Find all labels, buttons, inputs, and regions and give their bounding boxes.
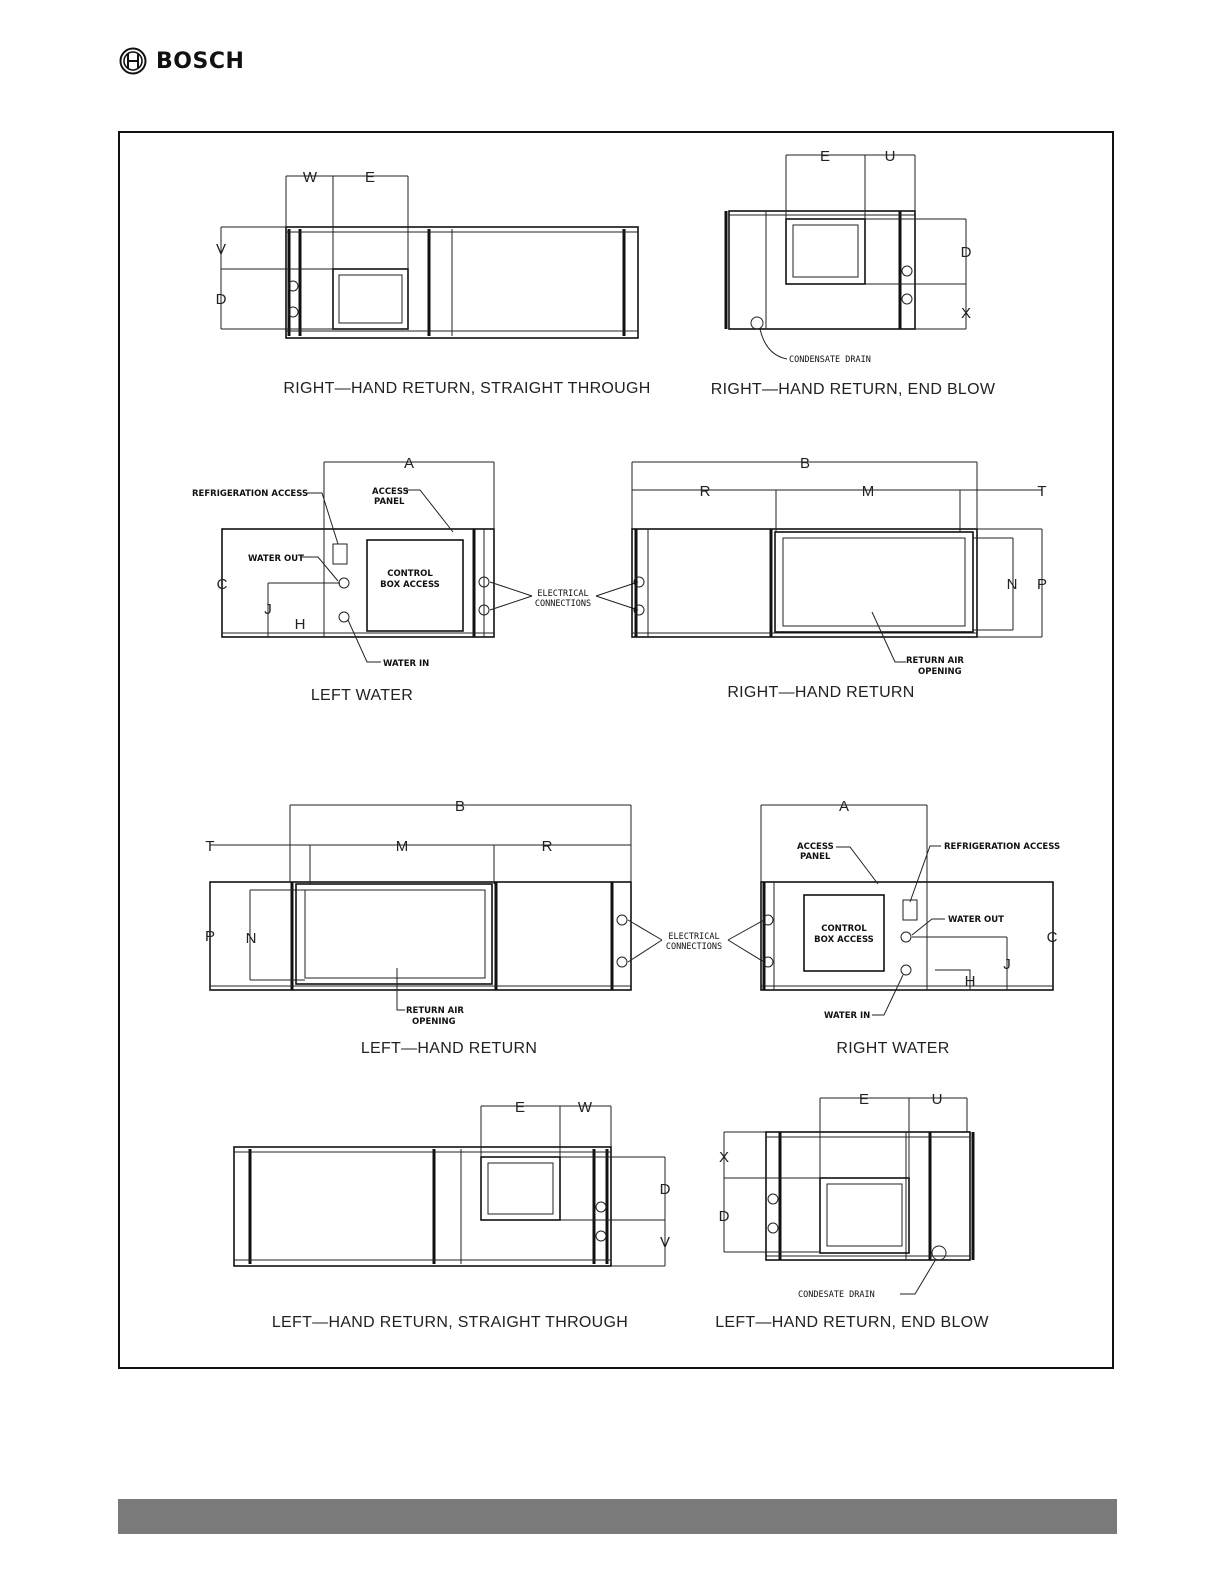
dim-b-label: B bbox=[799, 455, 811, 472]
note-refrigeration-access-upper: REFRIGERATION ACCESS bbox=[192, 489, 309, 499]
view-left-water bbox=[192, 455, 494, 704]
note-box-access: BOX ACCESS bbox=[380, 580, 440, 590]
dim-x-label: X bbox=[718, 1149, 730, 1166]
note-control: CONTROL bbox=[387, 569, 433, 579]
note-refrigeration-access-lower: REFRIGERATION ACCESS bbox=[944, 842, 1061, 852]
dim-h-label: H bbox=[964, 973, 976, 990]
note-panel: PANEL bbox=[374, 497, 405, 507]
electrical-connections-lower bbox=[628, 920, 764, 962]
caption-rh-end-blow: RIGHT—HAND RETURN, END BLOW bbox=[710, 381, 996, 398]
note-access: ACCESS bbox=[372, 487, 409, 497]
dim-e-label: E bbox=[858, 1091, 870, 1108]
dim-v-label: V bbox=[659, 1234, 671, 1251]
dim-j-label: J bbox=[1003, 956, 1011, 973]
note-water-in: WATER IN bbox=[383, 659, 430, 669]
caption-left-water: LEFT WATER bbox=[310, 687, 414, 704]
view-rh-return bbox=[632, 455, 1047, 701]
dim-p-label: P bbox=[204, 928, 216, 945]
dim-v-label: V bbox=[215, 241, 227, 258]
dim-p-label: P bbox=[1036, 576, 1048, 593]
dim-n-label: N bbox=[245, 930, 257, 947]
dim-n-label: N bbox=[1006, 576, 1018, 593]
note-control: CONTROL bbox=[821, 924, 867, 934]
dim-u-label: U bbox=[884, 148, 896, 165]
dim-u-label: U bbox=[931, 1091, 943, 1108]
dim-m-label: M bbox=[395, 838, 409, 855]
caption-rh-straight: RIGHT—HAND RETURN, STRAIGHT THROUGH bbox=[283, 380, 651, 397]
note-connections: CONNECTIONS bbox=[665, 942, 723, 952]
view-rh-straight-through bbox=[216, 169, 651, 397]
footer-bar bbox=[118, 1499, 1117, 1534]
dim-j-label: J bbox=[264, 601, 272, 618]
note-condesate-drain: CONDESATE DRAIN bbox=[798, 1290, 875, 1300]
caption-rh-return: RIGHT—HAND RETURN bbox=[727, 684, 915, 701]
note-return-air: RETURN AIR bbox=[406, 1006, 464, 1016]
view-right-water bbox=[761, 798, 1060, 1057]
dim-c-label: C bbox=[1046, 929, 1058, 946]
dim-a-label: A bbox=[403, 455, 415, 472]
view-lh-return bbox=[205, 798, 631, 1057]
electrical-connections-upper bbox=[490, 582, 638, 610]
dim-d-label: D bbox=[215, 291, 227, 308]
dim-h-label: H bbox=[294, 616, 306, 633]
dim-d-label: D bbox=[659, 1181, 671, 1198]
note-electrical: ELECTRICAL bbox=[537, 589, 589, 599]
dim-x-label: X bbox=[960, 305, 972, 322]
note-electrical: ELECTRICAL bbox=[668, 932, 720, 942]
caption-lh-return: LEFT—HAND RETURN bbox=[360, 1040, 538, 1057]
note-water-out: WATER OUT bbox=[248, 554, 304, 564]
dim-r-label: R bbox=[541, 838, 553, 855]
caption-lh-straight: LEFT—HAND RETURN, STRAIGHT THROUGH bbox=[271, 1314, 629, 1331]
dim-c-label: C bbox=[216, 576, 228, 593]
dim-t-label: T bbox=[1037, 483, 1047, 500]
note-connections: CONNECTIONS bbox=[534, 599, 592, 609]
note-water-out: WATER OUT bbox=[948, 915, 1004, 925]
note-access: ACCESS bbox=[797, 842, 834, 852]
dim-t-label: T bbox=[205, 838, 215, 855]
caption-lh-end-blow: LEFT—HAND RETURN, END BLOW bbox=[715, 1314, 989, 1331]
dim-d-label: D bbox=[960, 244, 972, 261]
note-condensate-drain: CONDENSATE DRAIN bbox=[789, 355, 871, 365]
dim-a-label: A bbox=[838, 798, 850, 815]
note-water-in: WATER IN bbox=[824, 1011, 871, 1021]
dim-b-label: B bbox=[454, 798, 466, 815]
note-opening: OPENING bbox=[918, 667, 962, 677]
dim-e-label: E bbox=[819, 148, 831, 165]
dim-d-label: D bbox=[718, 1208, 730, 1225]
dim-m-label: M bbox=[861, 483, 875, 500]
dim-w-label: W bbox=[577, 1099, 593, 1116]
dim-e-label: E bbox=[364, 169, 376, 186]
note-return-air: RETURN AIR bbox=[906, 656, 964, 666]
view-lh-straight-through bbox=[234, 1099, 671, 1331]
dim-e-label: E bbox=[514, 1099, 526, 1116]
view-lh-end-blow bbox=[715, 1091, 989, 1331]
view-rh-end-blow bbox=[711, 148, 996, 398]
dim-r-label: R bbox=[699, 483, 711, 500]
dim-w-label: W bbox=[302, 169, 318, 186]
note-panel: PANEL bbox=[800, 852, 831, 862]
caption-right-water: RIGHT WATER bbox=[836, 1040, 950, 1057]
brand-name: BOSCH bbox=[156, 48, 245, 74]
note-box-access: BOX ACCESS bbox=[814, 935, 874, 945]
note-opening: OPENING bbox=[412, 1017, 456, 1027]
